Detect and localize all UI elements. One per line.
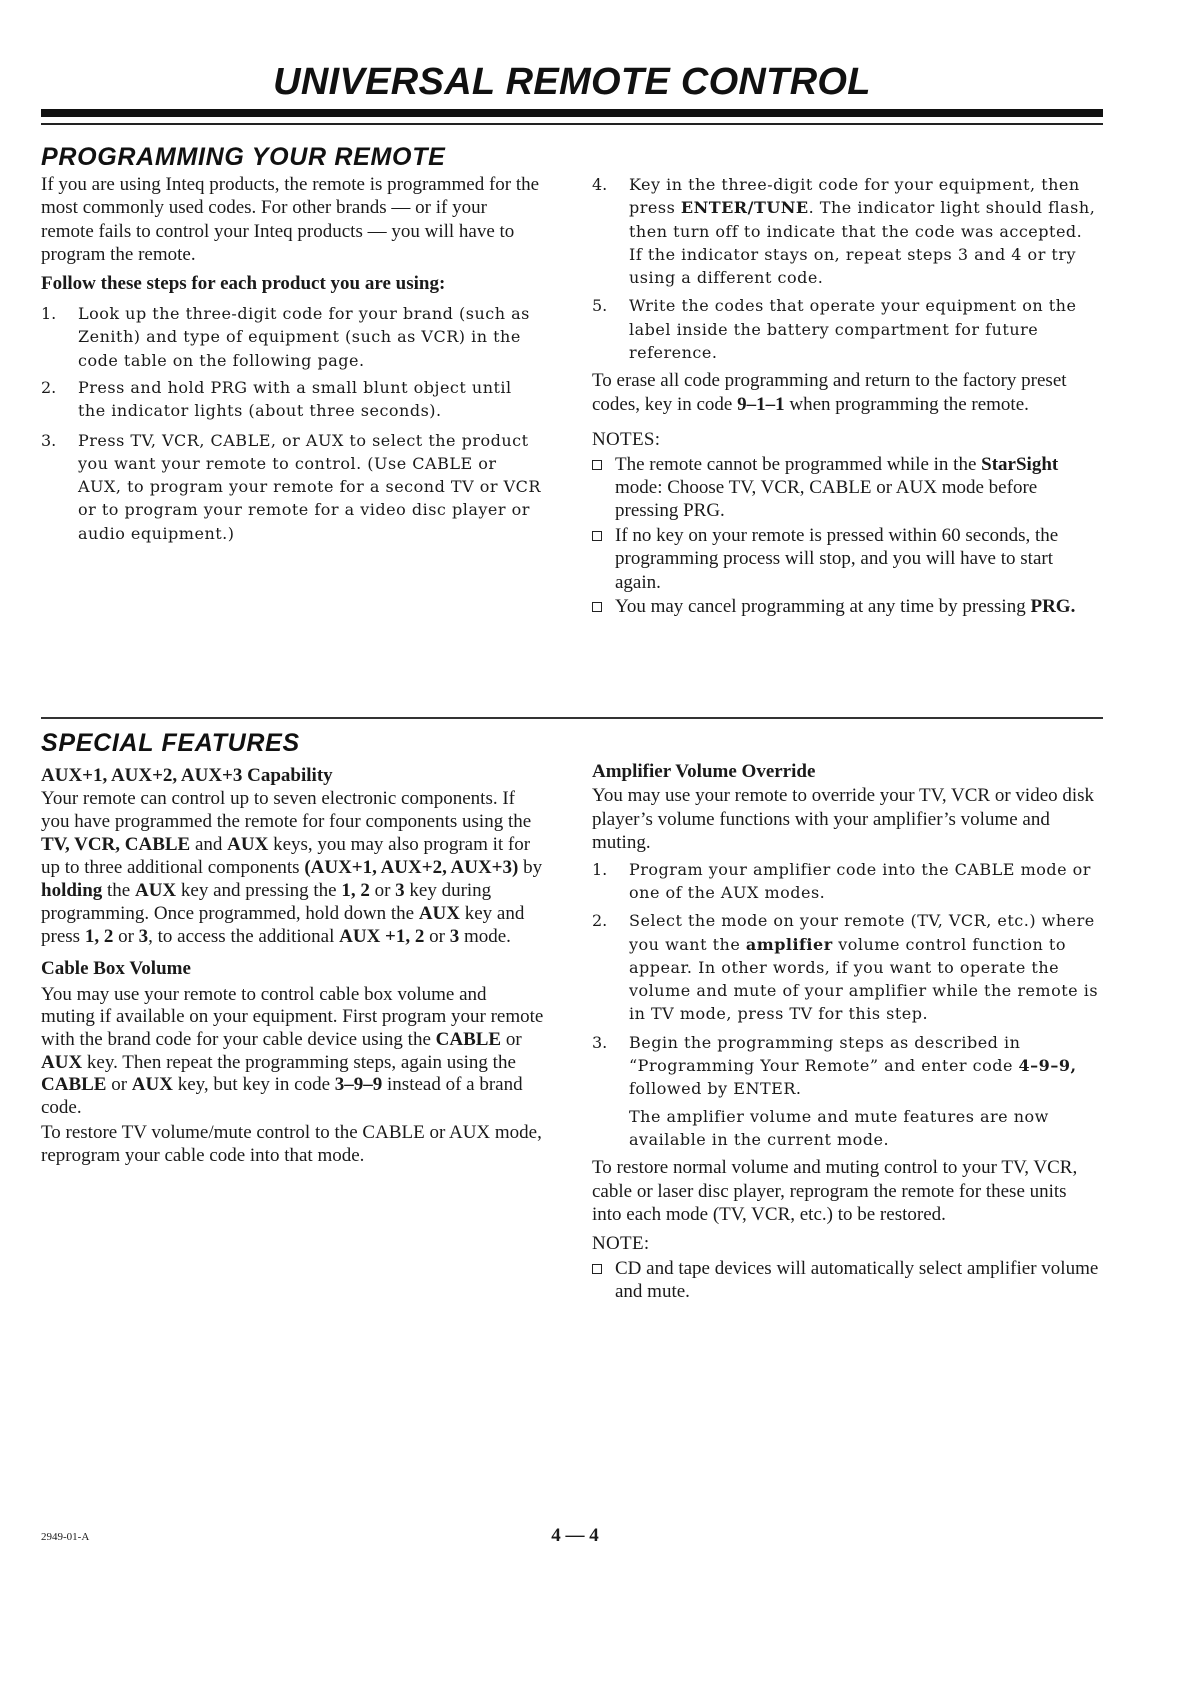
step-number: 1. — [592, 859, 608, 879]
step-text: Key in the three-digit code for your equipment, then press ENTER/TUNE. The indicator light should flash, then turn off to indicate that the code was accepted. If the indicator stays on, repeat steps 3 and 4 or try using a different code. — [629, 175, 1096, 288]
special-left-column — [41, 764, 544, 1168]
emphasis-text: amplifier — [745, 934, 833, 954]
cable-box-volume-title: Cable Box Volume — [41, 958, 191, 980]
amplifier-restore-text: To restore normal volume and muting control to your TV, VCR, cable or laser disc player, reprogram the remote for these units into each mode (TV, VCR, etc.) to be restored. — [592, 1157, 1078, 1225]
step-number: 2. — [41, 377, 57, 397]
amplifier-step — [592, 909, 1100, 1025]
emphasis-text: AUX +1, 2 — [339, 926, 425, 948]
programming-intro: If you are using Inteq products, the remote is programmed for the most commonly used codes. For other brands — or if your remote fails to control your Inteq products — you will have to program the remote. — [41, 174, 540, 266]
emphasis-text: AUX — [418, 903, 460, 925]
emphasis-text: AUX — [131, 1074, 173, 1096]
page-title: UNIVERSAL REMOTE CONTROL — [273, 61, 871, 103]
note-text: The remote cannot be programmed while in the StarSight mode: Choose TV, VCR, CABLE or AUX mode before pressing PRG. — [615, 453, 1059, 522]
emphasis-text: 3–9–9 — [334, 1074, 383, 1096]
emphasis-text: 1, 2 — [84, 926, 114, 948]
programming-heading: PROGRAMMING YOUR REMOTE — [41, 143, 446, 171]
step-number: 1. — [41, 304, 57, 324]
note-item — [592, 524, 1100, 594]
step-text: Begin the programming steps as described in “Programming Your Remote” and enter code 4–9–9, followed by ENTER. — [629, 1032, 1077, 1099]
step-text: Select the mode on your remote (TV, VCR, etc.) where you want the amplifier volume control function to appear. In other words, if you want to operate the volume and mute of your amplifier while the remote is in TV mode, press TV for this step. — [629, 911, 1099, 1024]
programming-left-column — [41, 173, 544, 545]
step-number: 2. — [592, 911, 608, 931]
emphasis-text: AUX — [134, 880, 177, 902]
emphasis-text: 4–9–9, — [1018, 1056, 1077, 1075]
step-number: 3. — [592, 1032, 608, 1052]
step-text: Write the codes that operate your equipment on the label inside the battery compartment for future reference. — [629, 296, 1077, 363]
document-code: 2949-01-A — [41, 1531, 90, 1543]
note-text: CD and tape devices will automatically select amplifier volume and mute. — [615, 1257, 1099, 1303]
note-text: If no key on your remote is pressed within 60 seconds, the programming process will stop, and you will have to start again. — [615, 524, 1059, 593]
title-rule-thin — [41, 123, 1103, 125]
note-item — [592, 595, 1100, 618]
cable-box-volume-body: You may use your remote to control cable box volume and muting if available on your equipment. First program your remote with the brand code for your cable device using the CABLE or AUX key. Then repeat the programming steps, again using the CABLE or AUX key, but key in code 3–9–9 instead of a brand code. — [41, 983, 544, 1118]
emphasis-text: holding — [41, 880, 103, 902]
steps-lead: Follow these steps for each product you are using: — [41, 272, 446, 294]
special-right-column — [592, 760, 1100, 1304]
emphasis-text: 3 — [395, 880, 405, 902]
title-rule-thick — [41, 109, 1103, 117]
page-number: 4 — 4 — [551, 1525, 599, 1546]
programming-right-column — [592, 173, 1100, 618]
bullet-square-icon — [592, 531, 602, 541]
programming-step — [592, 173, 1100, 289]
emphasis-text: CABLE — [435, 1029, 502, 1050]
note-label: NOTE: — [592, 1233, 650, 1255]
emphasis-text: 3 — [138, 926, 149, 948]
programming-step — [41, 302, 544, 372]
emphasis-text: 1, 2 — [341, 880, 370, 902]
emphasis-text: AUX — [41, 1051, 83, 1073]
step-number: 5. — [592, 296, 608, 316]
step-text: Press TV, VCR, CABLE, or AUX to select the product you want your remote to control. (Use CABLE or AUX, to program your remote for a second TV or VCR or to program your remote for a video disc player or audio equipment.) — [78, 430, 541, 543]
programming-step — [41, 429, 544, 545]
amplifier-step — [592, 1031, 1100, 1101]
note-item — [592, 1257, 1100, 1304]
section-divider — [41, 717, 1103, 719]
erase-note: To erase all code programming and return to the factory preset codes, key in code 9–1–1 when programming the remote. — [592, 370, 1067, 415]
amplifier-followup: The amplifier volume and mute features are now available in the current mode. — [629, 1106, 1049, 1149]
emphasis-text: 9–1–1 — [737, 393, 785, 415]
bullet-square-icon — [592, 1264, 602, 1274]
emphasis-text: (AUX+1, AUX+2, AUX+3) — [304, 857, 519, 879]
aux-capability-body: Your remote can control up to seven electronic components. If you have programmed the remote for four components using the TV, VCR, CABLE and AUX keys, you may also program it for up to three additional components (AUX+1, AUX+2, AUX+3) by holding the AUX key and pressing the 1, 2 or 3 key during programming. Once programmed, hold down the AUX key and press 1, 2 or 3, to access the additional AUX +1, 2 or 3 mode. — [41, 788, 543, 948]
notes-label: NOTES: — [592, 429, 661, 451]
emphasis-text: TV, VCR, CABLE — [41, 834, 191, 856]
note-item — [592, 453, 1100, 523]
amplifier-step — [592, 858, 1100, 905]
special-features-heading: SPECIAL FEATURES — [41, 729, 300, 757]
emphasis-text: CABLE — [41, 1074, 107, 1096]
step-number: 4. — [592, 175, 608, 194]
programming-step — [592, 294, 1100, 364]
step-number: 3. — [41, 430, 57, 450]
emphasis-text: ENTER/TUNE — [680, 198, 809, 218]
bullet-square-icon — [592, 460, 602, 470]
step-text: Look up the three-digit code for your brand (such as Zenith) and type of equipment (such as VCR) in the code table on the following page. — [78, 304, 530, 370]
emphasis-text: StarSight — [981, 453, 1059, 475]
note-text: You may cancel programming at any time by pressing PRG. — [615, 596, 1076, 618]
emphasis-text: AUX — [227, 834, 269, 856]
step-text: Press and hold PRG with a small blunt object until the indicator lights (about three seconds). — [78, 377, 512, 421]
programming-step — [41, 376, 544, 423]
amplifier-override-intro: You may use your remote to override your TV, VCR or video disk player’s volume functions with your amplifier’s volume and muting. — [592, 785, 1095, 854]
emphasis-text: 3 — [449, 926, 460, 948]
cable-restore-text: To restore TV volume/mute control to the CABLE or AUX mode, reprogram your cable code into that mode. — [41, 1122, 542, 1166]
step-text: Program your amplifier code into the CABLE mode or one of the AUX modes. — [629, 859, 1091, 902]
emphasis-text: PRG. — [1030, 596, 1076, 618]
bullet-square-icon — [592, 602, 602, 612]
aux-capability-title: AUX+1, AUX+2, AUX+3 Capability — [41, 765, 333, 786]
amplifier-override-title: Amplifier Volume Override — [592, 761, 816, 782]
